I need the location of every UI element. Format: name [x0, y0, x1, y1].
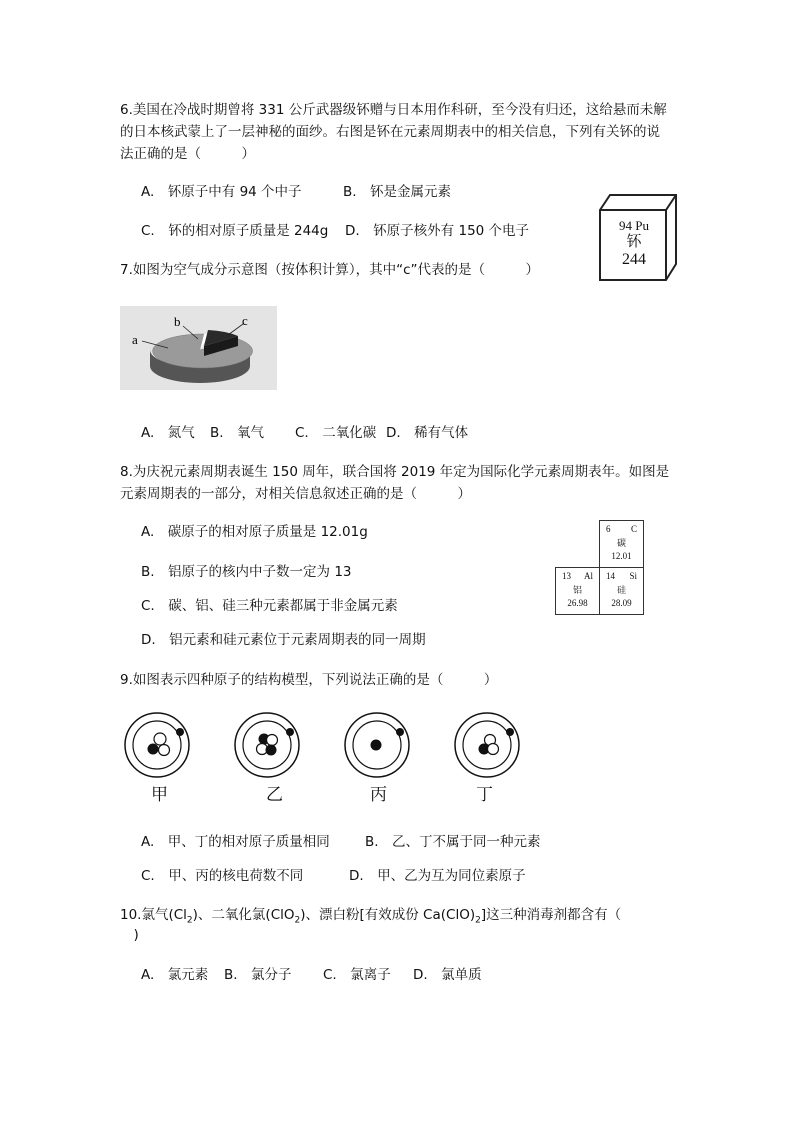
pie-label-c: c: [242, 313, 248, 328]
q6-option-d[interactable]: D. 钚原子核外有 150 个电子: [345, 223, 530, 239]
q7-stem: 7.如图为空气成分示意图（按体积计算），其中“c”代表的是（ ）: [120, 262, 540, 278]
q9-option-b[interactable]: B. 乙、丁不属于同一种元素: [365, 834, 541, 850]
q6-stem-line-2: 的日本核武蒙上了一层神秘的面纱。右图是钚在元素周期表中的相关信息，下列有关钚的说: [120, 124, 660, 140]
q6-stem-line-3: 法正确的是（ ）: [120, 146, 255, 162]
atom-model-yi: [235, 713, 299, 777]
q7-option-b[interactable]: B. 氧气: [210, 425, 265, 441]
q8-option-d[interactable]: D. 铝元素和硅元素位于元素周期表的同一周期: [141, 632, 426, 648]
q10-stem-part-2: )、二氧化氯(ClO: [192, 907, 295, 923]
q10-stem-part-3: )、漂白粉[有效成份 Ca(ClO): [300, 907, 476, 923]
atom-label-yi: 乙: [266, 785, 283, 805]
silicon-name: 硅: [616, 585, 626, 595]
q6-option-b[interactable]: B. 钚是金属元素: [343, 184, 452, 200]
q10-stem-part-1: 10.氯气(Cl: [120, 907, 187, 923]
q8-option-b[interactable]: B. 铝原子的核内中子数一定为 13: [141, 564, 352, 580]
pie-label-a: a: [132, 332, 138, 347]
silicon-number: 14: [606, 571, 615, 581]
q9-option-a[interactable]: A. 甲、丁的相对原子质量相同: [141, 834, 330, 850]
q6-option-a[interactable]: A. 钚原子中有 94 个中子: [141, 184, 302, 200]
q8-stem-line-2: 元素周期表的一部分，对相关信息叙述正确的是（ ）: [120, 486, 471, 502]
cell-carbon: [599, 520, 644, 568]
carbon-mass: 12.01: [611, 551, 632, 561]
carbon-name: 碳: [616, 538, 626, 548]
q9-stem: 9.如图表示四种原子的结构模型，下列说法正确的是（ ）: [120, 672, 498, 688]
q10-stem-part-4: ]这三种消毒剂都含有（: [480, 907, 622, 923]
aluminum-mass: 26.98: [567, 598, 588, 608]
q10-option-d[interactable]: D. 氯单质: [413, 967, 482, 983]
atom-label-bing: 丙: [370, 785, 387, 805]
q6-stem-line-1: 6.美国在冷战时期曾将 331 公斤武器级钚赠与日本用作科研，至今没有归还，这给悬而未解: [120, 102, 667, 118]
aluminum-symbol: Al: [584, 571, 593, 581]
pie-label-b: b: [174, 314, 181, 329]
atom-label-ding: 丁: [476, 785, 493, 805]
plutonium-element-box: [596, 192, 678, 284]
q10-sub-3: 2: [475, 915, 481, 926]
atom-model-jia: [125, 713, 189, 777]
q7-option-d[interactable]: D. 稀有气体: [386, 425, 469, 441]
pu-name: 钚: [626, 234, 642, 250]
q7-option-a[interactable]: A. 氮气: [141, 425, 195, 441]
q10-stem-line-1: [120, 903, 621, 926]
carbon-number: 6: [606, 524, 611, 534]
cell-silicon: [599, 567, 644, 615]
pu-symbol: Pu: [635, 218, 649, 233]
q8-option-a[interactable]: A. 碳原子的相对原子质量是 12.01g: [141, 524, 368, 540]
aluminum-name: 铝: [572, 585, 582, 595]
silicon-symbol: Si: [629, 571, 637, 581]
q8-stem-line-1: 8.为庆祝元素周期表诞生 150 周年，联合国将 2019 年定为国际化学元素周期表年。如图是: [120, 464, 670, 480]
atom-model-bing: [345, 713, 409, 777]
atom-label-jia: 甲: [151, 785, 168, 805]
q6-option-c[interactable]: C. 钚的相对原子质量是 244g: [141, 223, 329, 239]
q10-stem-line-2: ): [120, 927, 139, 943]
q10-option-c[interactable]: C. 氯离子: [323, 967, 391, 983]
cell-aluminum: [555, 567, 600, 615]
atom-models-figure: [120, 708, 530, 782]
q10-sub-1: 2: [186, 915, 193, 926]
q10-option-a[interactable]: A. 氯元素: [141, 967, 209, 983]
carbon-symbol: C: [630, 524, 637, 534]
q9-option-d[interactable]: D. 甲、乙为互为同位素原子: [349, 868, 526, 884]
silicon-mass: 28.09: [611, 598, 632, 608]
q9-option-c[interactable]: C. 甲、丙的核电荷数不同: [141, 868, 304, 884]
q10-option-b[interactable]: B. 氯分子: [224, 967, 292, 983]
q10-sub-2: 2: [294, 915, 301, 926]
pu-atomic-number: 94: [619, 218, 632, 233]
pu-mass: 244: [622, 251, 646, 268]
aluminum-number: 13: [562, 571, 571, 581]
periodic-table-fragment: [555, 520, 645, 616]
atom-model-ding: [455, 713, 519, 777]
q7-option-c[interactable]: C. 二氧化碳: [295, 425, 377, 441]
air-composition-pie-figure: [120, 306, 277, 390]
q8-option-c[interactable]: C. 碳、铝、硅三种元素都属于非金属元素: [141, 598, 398, 614]
